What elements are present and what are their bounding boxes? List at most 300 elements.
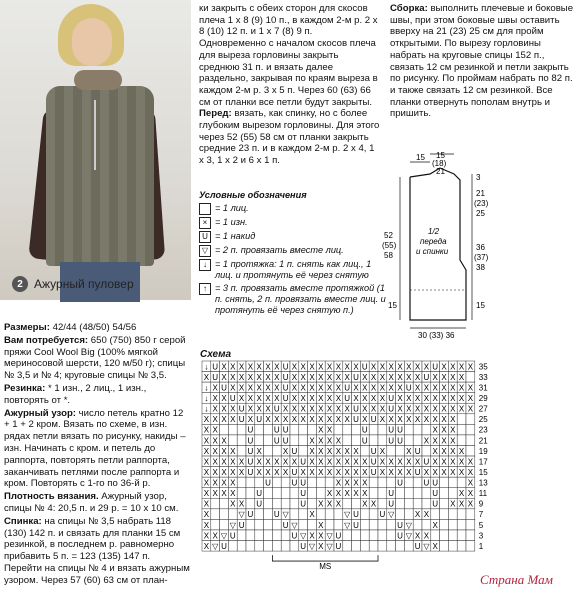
chart-symbol: X	[265, 362, 271, 372]
chart-symbol: X	[406, 394, 412, 404]
chart-symbol: X	[423, 467, 430, 477]
chart-cell	[396, 445, 405, 456]
chart-symbol: X	[423, 531, 430, 541]
chart-cell	[360, 530, 369, 541]
symbol-legend	[199, 190, 389, 318]
chart-symbol: X	[441, 446, 447, 456]
chart-cell	[360, 519, 369, 530]
chart-symbol: X	[318, 383, 324, 393]
chart-symbol: U	[212, 362, 219, 372]
chart-cell	[396, 488, 405, 499]
chart-symbol: X	[203, 446, 210, 456]
chart-cell	[237, 424, 246, 435]
row-number: 15	[478, 467, 488, 477]
chart-symbol: X	[335, 499, 342, 509]
chart-symbol: X	[335, 383, 342, 393]
chart-symbol: ↓	[204, 362, 209, 372]
chart-symbol: X	[238, 372, 245, 382]
chart-cell	[290, 509, 299, 520]
chart-cell	[466, 372, 475, 383]
chart-symbol: U	[397, 520, 403, 530]
chart-symbol: U	[361, 362, 368, 372]
chart-cell	[352, 424, 361, 435]
chart-cell	[422, 424, 431, 435]
chart-symbol: U	[282, 372, 289, 382]
chart-cell	[448, 519, 457, 530]
chart-symbol: X	[326, 489, 333, 499]
chart-cell	[220, 519, 229, 530]
chart-symbol: U	[291, 467, 298, 477]
chart-symbol: X	[414, 372, 421, 382]
product-photo	[0, 0, 191, 300]
chart-symbol: X	[432, 467, 438, 477]
chart-cell	[237, 435, 246, 446]
chart-cell	[440, 498, 449, 509]
chart-symbol: X	[247, 383, 254, 393]
chart-cell	[466, 435, 475, 446]
chart-symbol: X	[362, 467, 368, 477]
chart-symbol: X	[238, 362, 245, 372]
chart-symbol: X	[309, 362, 315, 372]
chart-symbol: X	[282, 457, 289, 467]
chart-cell	[404, 435, 413, 446]
chart-cell	[378, 541, 387, 552]
chart-symbol: U	[414, 467, 421, 477]
chart-cell	[431, 530, 440, 541]
chart-symbol: U	[212, 372, 219, 382]
dim-right-e: (37)	[474, 253, 489, 262]
rib-value: * 1 изн., 2 лиц., 1 изн., повторять от *.	[4, 382, 147, 406]
chart-symbol: X	[265, 404, 271, 414]
chart-symbol: X	[318, 415, 324, 425]
row-number: 9	[478, 499, 484, 509]
chart-symbol: U	[379, 510, 386, 520]
chart-symbol: X	[265, 372, 271, 382]
chart-symbol: X	[423, 383, 430, 393]
chart-symbol: X	[362, 394, 368, 404]
chart-symbol: X	[318, 531, 324, 541]
chart-symbol: X	[379, 415, 386, 425]
chart-cell	[255, 541, 264, 552]
chart-cell	[290, 541, 299, 552]
chart-cell	[325, 509, 334, 520]
chart-cell	[334, 424, 343, 435]
dim-top-c: (18)	[432, 159, 447, 168]
chart-symbol: X	[221, 415, 227, 425]
chart-symbol: U	[265, 478, 271, 488]
chart-symbol: ▽	[326, 541, 333, 551]
assembly-label: Сборка:	[390, 3, 428, 14]
chart-cell	[360, 509, 369, 520]
instructions-column-1	[4, 322, 190, 588]
chart-symbol: U	[353, 372, 359, 382]
chart-symbol: X	[238, 499, 245, 509]
chart-symbol: X	[309, 457, 315, 467]
dim-top-d: 21	[436, 167, 445, 176]
chart-symbol: U	[370, 467, 377, 477]
chart-symbol: X	[441, 372, 447, 382]
chart-cell	[387, 519, 396, 530]
chart-symbol: X	[326, 415, 333, 425]
row-number: 3	[478, 531, 484, 541]
chart-symbol: X	[300, 372, 306, 382]
chart-symbol: X	[388, 372, 394, 382]
chart-symbol: ▽	[405, 531, 412, 541]
row-number: 17	[478, 457, 488, 467]
chart-symbol: X	[370, 404, 377, 414]
chart-symbol: X	[362, 457, 368, 467]
chart-symbol: X	[221, 362, 227, 372]
chart-cell	[211, 519, 220, 530]
chart-symbol: U	[397, 478, 403, 488]
repeat-bracket	[272, 555, 378, 561]
chart-symbol: X	[247, 415, 254, 425]
chart-symbol: ▽	[291, 520, 298, 530]
sizes-value: 42/44 (48/50) 54/56	[49, 322, 137, 333]
chart-symbol: X	[432, 541, 438, 551]
chart-cell	[299, 435, 308, 446]
chart-cell	[343, 541, 352, 552]
chart-symbol: X	[230, 457, 236, 467]
chart-symbol: X	[467, 394, 474, 404]
chart-symbol: X	[212, 489, 218, 499]
chart-cell	[369, 477, 378, 488]
chart-cell	[237, 541, 246, 552]
chart-symbol: U	[335, 541, 342, 551]
chart-symbol: X	[221, 478, 227, 488]
chart-symbol: X	[291, 415, 298, 425]
chart-symbol: X	[458, 362, 465, 372]
chart-symbol: X	[344, 372, 350, 382]
chart-symbol: X	[344, 362, 350, 372]
chart-symbol: X	[318, 541, 324, 551]
chart-cell	[264, 519, 273, 530]
chart-symbol: X	[326, 457, 333, 467]
chart-cell	[264, 498, 273, 509]
chart-symbol: X	[221, 394, 227, 404]
chart-symbol: X	[274, 457, 280, 467]
chart-symbol: X	[353, 489, 359, 499]
chart-symbol: X	[265, 394, 271, 404]
dim-right-b: (23)	[474, 199, 489, 208]
chart-cell	[290, 488, 299, 499]
chart-symbol: X	[432, 446, 438, 456]
chart-cell	[440, 477, 449, 488]
chart-cell	[343, 498, 352, 509]
chart-cell	[387, 541, 396, 552]
chart-symbol: X	[423, 404, 430, 414]
chart-symbol: X	[203, 425, 210, 435]
chart-symbol: X	[309, 372, 315, 382]
chart-cell	[255, 530, 264, 541]
chart-symbol: U	[291, 446, 298, 456]
chart-cell	[237, 477, 246, 488]
chart-symbol: U	[282, 436, 289, 446]
chart-symbol: X	[441, 404, 447, 414]
chart-cell	[255, 477, 264, 488]
chart-symbol: X	[397, 362, 403, 372]
dim-right-a: 21	[476, 189, 485, 198]
chart-symbol: X	[203, 541, 210, 551]
chart-symbol: U	[432, 478, 439, 488]
chart-symbol: U	[256, 489, 263, 499]
chart-cell	[448, 477, 457, 488]
chart-symbol: X	[344, 489, 350, 499]
legend-item: U = 1 накид	[199, 231, 389, 243]
chart-cell	[211, 509, 220, 520]
chart-symbol: X	[379, 457, 386, 467]
chart-cell	[457, 435, 466, 446]
chart-symbol: X	[212, 394, 218, 404]
chart-symbol: X	[370, 383, 377, 393]
chart-cell	[466, 519, 475, 530]
chart-cell	[413, 477, 422, 488]
chart-symbol: U	[344, 394, 351, 404]
chart-symbol: X	[432, 372, 438, 382]
chart-symbol: X	[282, 467, 289, 477]
chart-symbol: X	[238, 394, 245, 404]
chart-symbol: ▽	[300, 531, 307, 541]
sizes-label: Размеры:	[4, 322, 50, 333]
chart-cell	[369, 530, 378, 541]
chart-cell	[352, 541, 361, 552]
chart-symbol: X	[344, 457, 350, 467]
chart-symbol: X	[282, 446, 289, 456]
chart-symbol: X	[212, 436, 218, 446]
chart-symbol: X	[335, 478, 342, 488]
chart-symbol: U	[388, 436, 395, 446]
chart-symbol: U	[432, 499, 439, 509]
chart-symbol: X	[353, 478, 359, 488]
chart-symbol: X	[256, 457, 262, 467]
chart-symbol: X	[203, 467, 210, 477]
dim-top-a: 15	[416, 153, 425, 162]
chart-cell	[255, 519, 264, 530]
chart-cell	[316, 488, 325, 499]
chart-cell	[246, 488, 255, 499]
chart-symbol: X	[450, 383, 456, 393]
chart-symbol: U	[282, 520, 289, 530]
chart-symbol: X	[203, 415, 210, 425]
chart-symbol: X	[458, 489, 465, 499]
chart-symbol: X	[450, 415, 456, 425]
chart-symbol: U	[273, 404, 280, 414]
chart-symbol: X	[230, 478, 236, 488]
chart-symbol: X	[406, 372, 412, 382]
dim-right-f: 38	[476, 263, 485, 272]
chart-symbol: X	[221, 446, 227, 456]
chart-symbol: X	[450, 394, 456, 404]
chart-cell	[457, 424, 466, 435]
chart-cell	[299, 509, 308, 520]
chart-cell	[404, 488, 413, 499]
purl-symbol-icon: ×	[199, 217, 211, 229]
chart-symbol: X	[318, 499, 324, 509]
knit-symbol-icon	[199, 203, 211, 215]
chart-symbol: U	[273, 425, 280, 435]
chart-cell	[272, 477, 281, 488]
chart-cell	[290, 498, 299, 509]
chart-cell	[308, 477, 317, 488]
chart-cell	[246, 530, 255, 541]
chart-symbol: X	[414, 383, 421, 393]
chart-symbol: X	[291, 362, 298, 372]
chart-symbol: X	[423, 394, 430, 404]
chart-symbol: U	[282, 394, 289, 404]
dim-right-d: 36	[476, 243, 485, 252]
row-number: 27	[478, 404, 488, 414]
chart-symbol: X	[326, 362, 333, 372]
chart-symbol: ▽	[388, 510, 395, 520]
chart-symbol: U	[256, 499, 263, 509]
chart-symbol: X	[467, 362, 474, 372]
chart-symbol: U	[291, 531, 298, 541]
chart-symbol: U	[423, 478, 430, 488]
chart-cell	[228, 509, 237, 520]
chart-cell	[211, 498, 220, 509]
chart-symbol: X	[379, 383, 386, 393]
chart-cell	[387, 477, 396, 488]
chart-symbol: X	[362, 372, 368, 382]
chart-symbol: U	[247, 510, 254, 520]
chart-cell	[299, 424, 308, 435]
chart-symbol: X	[309, 415, 315, 425]
chart-symbol: X	[414, 404, 421, 414]
chart-symbol: X	[458, 499, 465, 509]
chart-symbol: ▽	[326, 531, 333, 541]
back-value: на спицы № 3,5 набрать 118 (130) 142 п. и связать для планки 15 см резинкой, в последнем р. равномерно прибавить 5 п. = 123 (135) 147 п. Перейти на спицы № 4 и вязать ажурным узором. Через 57 (60) 63 см от план-	[4, 515, 190, 586]
instructions-column-3	[390, 3, 575, 120]
chart-cell	[237, 530, 246, 541]
chart-symbol: X	[300, 362, 306, 372]
chart-symbol: X	[441, 457, 447, 467]
chart-symbol: X	[467, 499, 474, 509]
chart-symbol: X	[397, 457, 403, 467]
chart-symbol: U	[423, 372, 430, 382]
chart-symbol: X	[230, 499, 236, 509]
legend-item: × = 1 изн.	[199, 217, 389, 229]
chart-symbol: X	[238, 457, 245, 467]
chart-cell	[343, 424, 352, 435]
chart-symbol: X	[291, 404, 298, 414]
chart-cell	[343, 435, 352, 446]
chart-symbol: X	[432, 520, 438, 530]
chart-symbol: U	[300, 457, 307, 467]
chart-symbol: X	[274, 372, 280, 382]
chart-symbol: X	[467, 404, 474, 414]
row-number: 5	[478, 520, 484, 530]
chart-symbol: X	[300, 383, 306, 393]
chart-cell	[264, 445, 273, 456]
chart-cell	[299, 445, 308, 456]
pattern-schematic	[382, 150, 577, 340]
repeat-label: MS	[319, 562, 332, 572]
chart-cell	[308, 519, 317, 530]
chart-cell	[369, 424, 378, 435]
chart-symbol: X	[379, 467, 386, 477]
chart-cell	[404, 509, 413, 520]
chart-cell	[369, 519, 378, 530]
chart-cell	[264, 424, 273, 435]
chart-cell	[457, 509, 466, 520]
chart-symbol: X	[291, 383, 298, 393]
chart-symbol: X	[203, 510, 210, 520]
chart-cell	[272, 519, 281, 530]
chart-cell	[316, 509, 325, 520]
chart-symbol: U	[229, 394, 236, 404]
lace-value: число петель кратно 12 + 1 + 2 кром. Вязать по схеме, в изн. рядах петли вязать по рисунку, накиды – изн. Начинать с кром. и петель до раппорта, повторять петли раппорта, заканчивать петлями после раппорта и кром. Повторять с 1-го по 36-й р.	[4, 407, 186, 490]
chart-symbol: X	[423, 510, 430, 520]
chart-symbol: X	[265, 467, 271, 477]
chart-symbol: X	[335, 467, 342, 477]
chart-cell	[369, 541, 378, 552]
chart-symbol: U	[247, 425, 254, 435]
chart-symbol: X	[203, 499, 210, 509]
chart-symbol: X	[414, 457, 421, 467]
chart-symbol: X	[335, 446, 342, 456]
chart-symbol: X	[335, 457, 342, 467]
dim-left-c: 58	[384, 251, 393, 260]
chart-symbol: U	[353, 415, 359, 425]
chart-symbol: X	[379, 404, 386, 414]
chart-symbol: U	[229, 531, 236, 541]
chart-symbol: U	[247, 457, 254, 467]
chart-symbol: U	[370, 457, 377, 467]
chart-cell	[457, 541, 466, 552]
chart-symbol: X	[362, 499, 368, 509]
chart-cell	[413, 424, 422, 435]
chart-symbol: X	[406, 446, 412, 456]
chart-symbol: U	[361, 425, 368, 435]
chart-symbol: X	[450, 362, 456, 372]
chart-cell	[281, 477, 290, 488]
chart-symbol: U	[238, 404, 245, 414]
chart-symbol: X	[274, 383, 280, 393]
need-label: Вам потребуется:	[4, 334, 89, 346]
chart-symbol: X	[212, 425, 218, 435]
chart-symbol: U	[397, 425, 403, 435]
row-number: 7	[478, 510, 484, 520]
chart-symbol: X	[326, 404, 333, 414]
chart-symbol: X	[353, 446, 359, 456]
chart-cell	[457, 414, 466, 425]
chart-symbol: X	[291, 372, 298, 382]
chart-cell	[413, 488, 422, 499]
chart-symbol: X	[247, 394, 254, 404]
chart-symbol: X	[230, 415, 236, 425]
chart-cell	[457, 519, 466, 530]
chart-symbol: U	[256, 415, 263, 425]
chart-symbol: X	[423, 415, 430, 425]
chart-symbol: X	[467, 467, 474, 477]
chart-symbol: X	[309, 394, 315, 404]
chart-symbol: ▽	[405, 520, 412, 530]
chart-symbol: X	[441, 425, 447, 435]
chart-cell	[422, 488, 431, 499]
chart-symbol: U	[388, 499, 395, 509]
chart-symbol: X	[432, 404, 438, 414]
chart-symbol: X	[256, 404, 262, 414]
rib-label: Резинка:	[4, 382, 46, 394]
chart-cell	[378, 519, 387, 530]
chart-symbol: U	[361, 436, 368, 446]
chart-symbol: X	[221, 457, 227, 467]
chart-symbol: X	[458, 394, 465, 404]
chart-symbol: X	[309, 436, 315, 446]
chart-symbol: X	[318, 425, 324, 435]
chart-cell	[325, 477, 334, 488]
legend-item: ↑ = 3 п. провязать вместе протяжкой (1 п. снять, 2 п. провязать вместе лиц. и протянуть её через снятую п.)	[199, 283, 389, 316]
